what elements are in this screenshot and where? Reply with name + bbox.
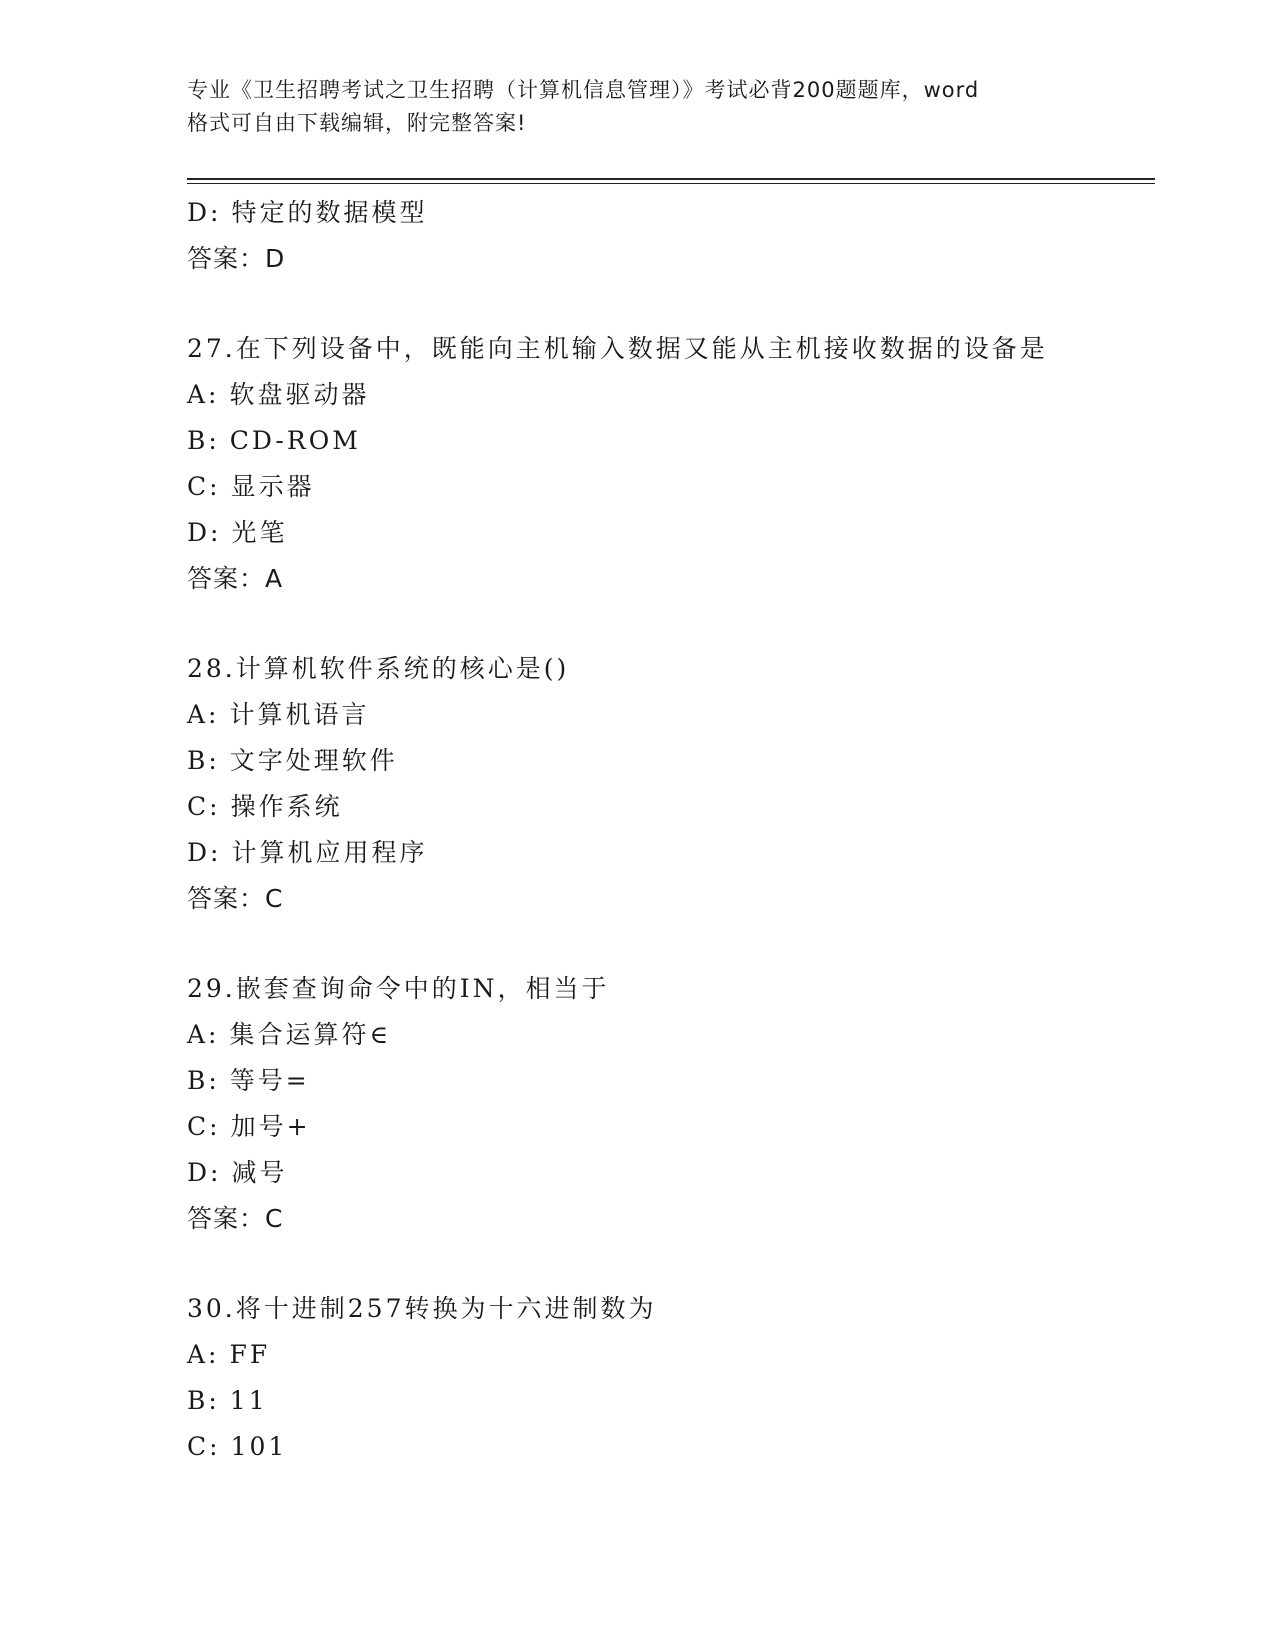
header-title-line-2: 格式可自由下载编辑，附完整答案! (187, 111, 527, 135)
option-text: 等号= (229, 1066, 310, 1095)
option-text: 减号 (231, 1158, 288, 1187)
option-text: 软盘驱动器 (229, 380, 370, 409)
option-key: A: (187, 380, 220, 409)
option-row (187, 738, 1147, 784)
option-text: 文字处理软件 (229, 746, 398, 775)
option-key: B: (187, 1066, 220, 1095)
answer-line: 答案：C (187, 884, 284, 913)
option-key: B: (187, 746, 220, 775)
option-row (187, 418, 1147, 464)
header-title-line-1: 专业《卫生招聘考试之卫生招聘（计算机信息管理）》考试必背200题题库，word (187, 78, 980, 102)
option-key: B: (187, 426, 220, 455)
option-row (187, 784, 1147, 830)
answer-line: 答案：C (187, 1204, 284, 1233)
option-text: 操作系统 (230, 792, 343, 821)
option-text: 11 (229, 1386, 268, 1415)
option-row (187, 1012, 1147, 1058)
option-row (187, 830, 1147, 876)
option-row (187, 1378, 1147, 1424)
header-divider-thin (187, 183, 1155, 184)
option-key: D: (187, 838, 222, 867)
option-text: 显示器 (230, 472, 315, 501)
option-text: 加号+ (230, 1112, 311, 1141)
question-stem: 27.在下列设备中，既能向主机输入数据又能从主机接收数据的设备是 (187, 334, 1048, 363)
option-key: C: (187, 1432, 221, 1461)
option-text: 计算机应用程序 (231, 838, 428, 867)
header-divider-thick (187, 178, 1155, 180)
option-text: 集合运算符∈ (229, 1020, 391, 1049)
option-key: D: (187, 518, 222, 547)
option-row (187, 464, 1147, 510)
option-key: D: (187, 198, 222, 227)
option-row (187, 372, 1147, 418)
option-row (187, 692, 1147, 738)
question-list (187, 190, 1147, 1470)
answer-line: 答案：A (187, 564, 284, 593)
answer-line: 答案：D (187, 244, 286, 273)
question-stem: 30.将十进制257转换为十六进制数为 (187, 1294, 657, 1323)
option-text: 101 (230, 1432, 288, 1461)
option-row (187, 1424, 1147, 1470)
question-stem: 29.嵌套查询命令中的IN，相当于 (187, 974, 610, 1003)
option-row (187, 510, 1147, 556)
option-row (187, 1332, 1147, 1378)
option-key: C: (187, 792, 221, 821)
option-row (187, 190, 1147, 236)
question-stem: 28.计算机软件系统的核心是() (187, 654, 570, 683)
option-key: C: (187, 472, 221, 501)
option-row (187, 1104, 1147, 1150)
option-text: 特定的数据模型 (231, 198, 428, 227)
option-key: A: (187, 1020, 220, 1049)
option-key: A: (187, 700, 220, 729)
option-key: D: (187, 1158, 222, 1187)
option-key: B: (187, 1386, 220, 1415)
option-text: 光笔 (231, 518, 288, 547)
option-text: FF (229, 1340, 271, 1369)
option-key: A: (187, 1340, 220, 1369)
option-row (187, 1058, 1147, 1104)
option-text: CD-ROM (229, 426, 361, 455)
document-header (187, 74, 1087, 140)
option-row (187, 1150, 1147, 1196)
option-text: 计算机语言 (229, 700, 370, 729)
option-key: C: (187, 1112, 221, 1141)
